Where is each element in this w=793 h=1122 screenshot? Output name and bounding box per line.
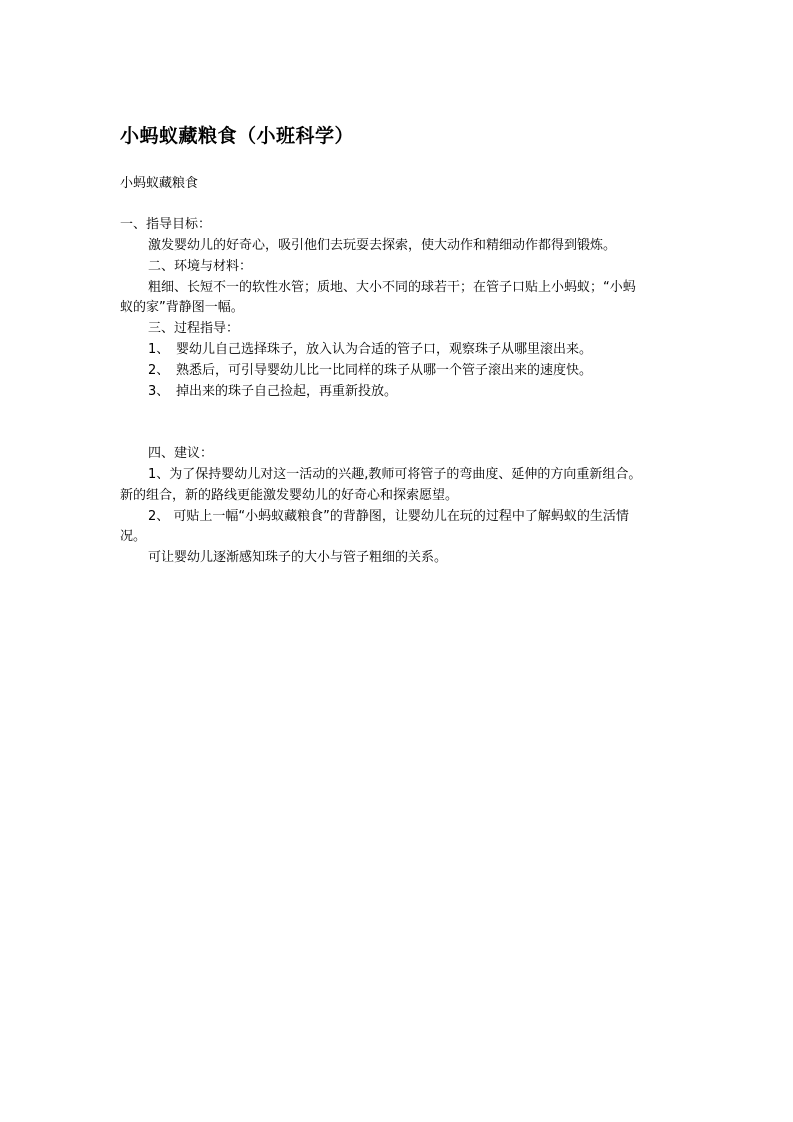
list-item-text: 掉出来的珠子自己捡起，再重新投放。 [176,384,398,399]
section-3-heading: 三、过程指导： [148,321,240,336]
list-item-text: 婴幼儿自己选择珠子，放入认为合适的管子口，观察珠子从哪里滚出来。 [176,342,593,357]
list-item-number: 3、 [148,384,170,399]
section-2-body-line-2: 蚁的家”背静图一幅。 [120,300,244,315]
list-item-number: 1、 [148,342,170,357]
document-title: 小蚂蚁藏粮食（小班科学） [120,125,355,147]
suggestion-1-line-1: 1、为了保持婴幼儿对这一活动的兴趣,教师可将管子的弯曲度、延伸的方向重新组合。 [148,467,642,482]
document-subtitle: 小蚂蚁藏粮食 [120,176,199,191]
suggestion-1-line-2: 新的组合，新的路线更能激发婴幼儿的好奇心和探索愿望。 [120,488,459,503]
suggestion-2-line-2: 况。 [120,529,147,544]
suggestion-2-line-1: 2、 可贴上一幅“小蚂蚁藏粮食”的背静图，让婴幼儿在玩的过程中了解蚂蚁的生活情 [148,509,629,524]
suggestion-3: 可让婴幼儿逐渐感知珠子的大小与管子粗细的关系。 [148,550,448,565]
list-item-number: 2、 [148,363,170,378]
list-item-text: 熟悉后，可引导婴幼儿比一比同样的珠子从哪一个管子滚出来的速度快。 [176,363,593,378]
section-1-heading: 一、指导目标： [120,217,212,232]
section-1-body: 激发婴幼儿的好奇心，吸引他们去玩耍去探索，使大动作和精细动作都得到锻炼。 [148,238,617,253]
section-2-heading: 二、环境与材料： [148,259,253,274]
list-item [148,381,397,402]
list-item [148,360,592,381]
list-item [148,339,592,360]
section-2-body-line-1: 粗细、长短不一的软性水管；质地、大小不同的球若干；在管子口贴上小蚂蚁；“小蚂 [148,280,636,295]
section-4-heading: 四、建议： [148,446,214,461]
